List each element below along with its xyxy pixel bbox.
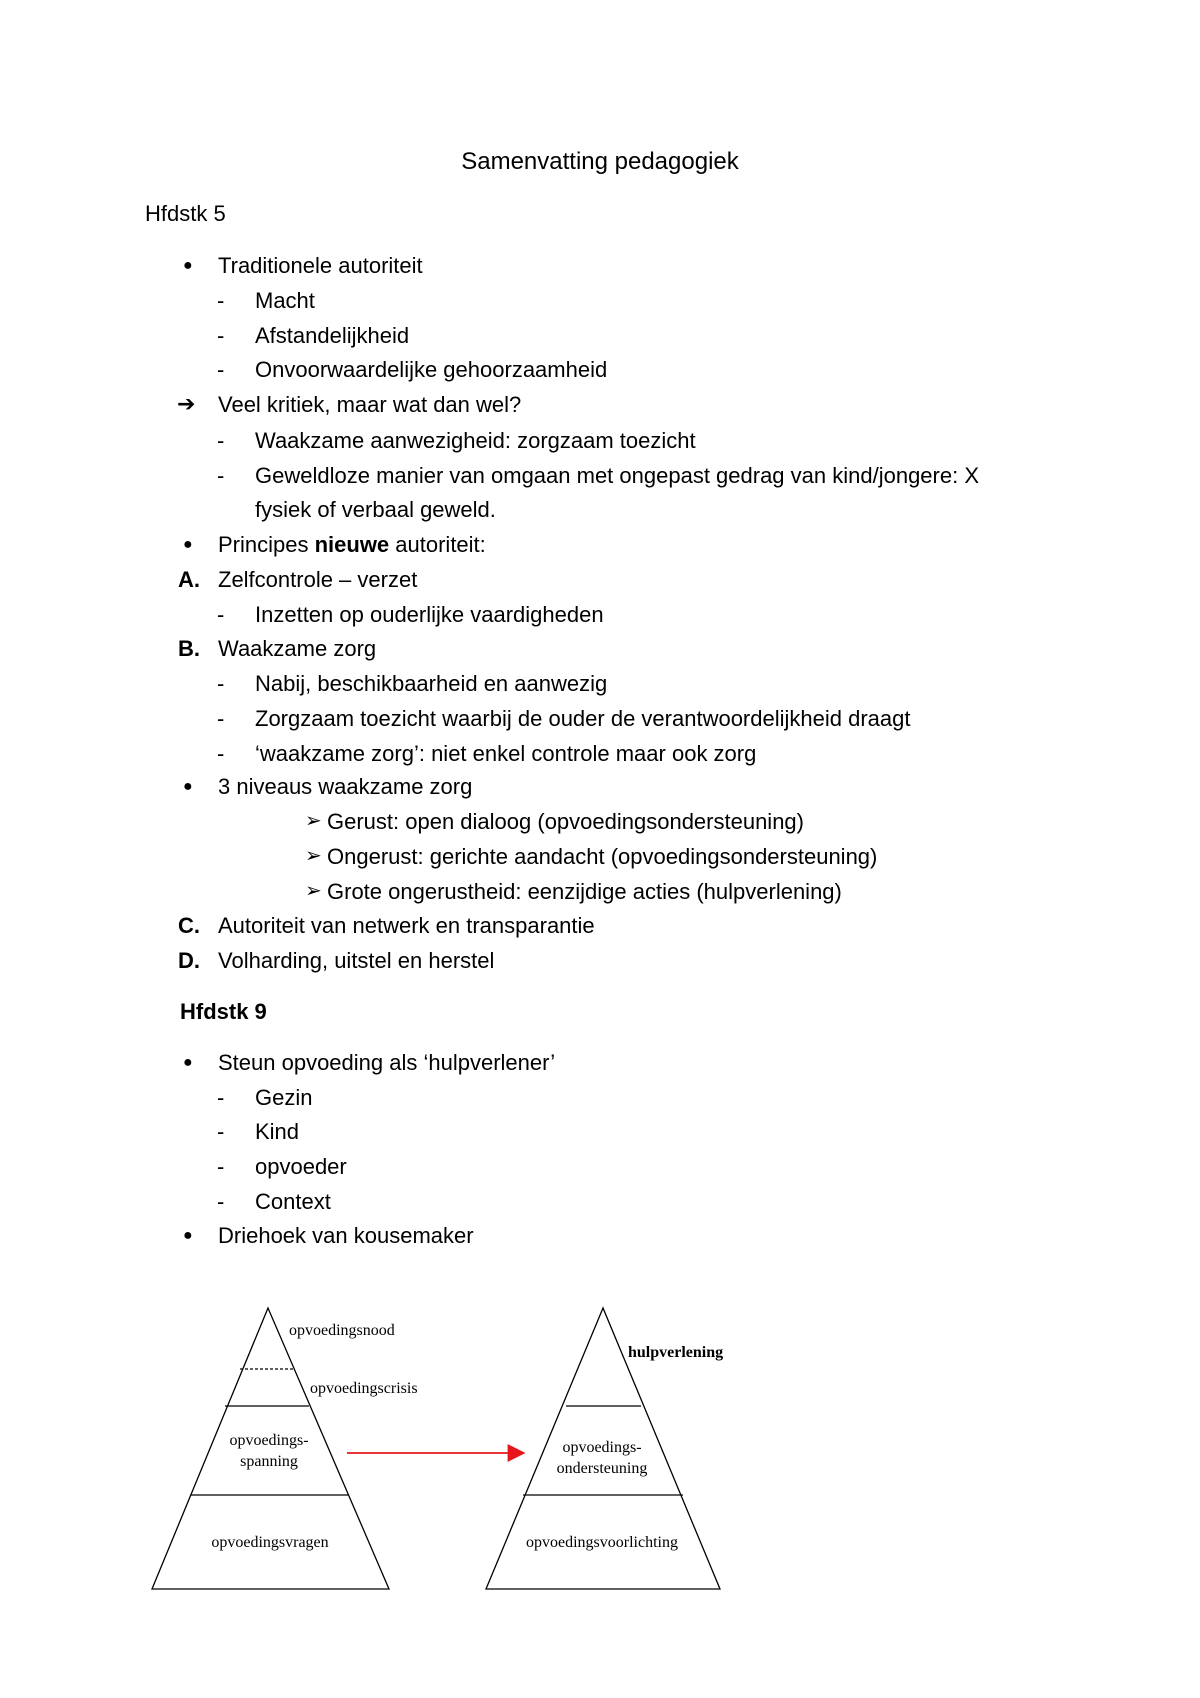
dash: - (217, 463, 225, 488)
level-item: Ongerust: gerichte aandacht (opvoedingsondersteuning) (327, 844, 878, 869)
triangle-bullet-icon: ➢ (305, 880, 322, 902)
list-item: opvoeder (255, 1154, 347, 1179)
level-item: Gerust: open dialoog (opvoedingsondersteuning) (327, 809, 804, 834)
kousemaker-triangle: Driehoek van kousemaker (218, 1223, 474, 1248)
list-item: Geweldloze manier van omgaan met ongepast gedrag van kind/jongere: X (255, 463, 980, 488)
list-item: Afstandelijkheid (255, 323, 410, 348)
principles-suffix: autoriteit: (389, 532, 486, 557)
letter-b: B. (178, 636, 200, 661)
dash: - (217, 1189, 225, 1214)
right-label-opvoedings: opvoedings- (562, 1439, 642, 1456)
principle-c: Autoriteit van netwerk en transparantie (218, 913, 595, 938)
support-parenting: Steun opvoeding als ‘hulpverlener’ (218, 1050, 556, 1075)
list-item: Zorgzaam toezicht waarbij de ouder de verantwoordelijkheid draagt (255, 706, 911, 731)
arrow-icon: ➔ (177, 391, 196, 416)
dash: - (217, 1119, 225, 1144)
left-label-opvoedingsnood: opvoedingsnood (289, 1322, 395, 1339)
left-label-spanning: spanning (240, 1453, 298, 1470)
bullet: ● (183, 778, 193, 795)
list-item: Kind (255, 1119, 300, 1144)
bullet: ● (183, 1227, 193, 1244)
dash: - (217, 1085, 225, 1110)
bullet: ● (183, 257, 193, 274)
list-item: Onvoorwaardelijke gehoorzaamheid (255, 357, 608, 382)
principles-prefix: Principes (218, 532, 315, 557)
principle-b: Waakzame zorg (218, 636, 377, 661)
right-label-opvoedingsvoorlichting: opvoedingsvoorlichting (526, 1534, 678, 1551)
bullet: ● (183, 1054, 193, 1071)
chapter-5-heading: Hfdstk 5 (145, 201, 226, 226)
dash: - (217, 602, 225, 627)
list-item: Macht (255, 288, 315, 313)
right-label-ondersteuning: ondersteuning (556, 1460, 648, 1477)
critique: Veel kritiek, maar wat dan wel? (218, 392, 522, 417)
page-title: Samenvatting pedagogiek (461, 148, 739, 175)
list-item: Gezin (255, 1085, 313, 1110)
dash: - (217, 357, 225, 382)
letter-a: A. (178, 567, 200, 592)
principles-bold: nieuwe (314, 532, 390, 557)
left-label-opvoedingsvragen: opvoedingsvragen (211, 1534, 329, 1551)
dash: - (217, 741, 225, 766)
list-item: Inzetten op ouderlijke vaardigheden (255, 602, 604, 627)
traditional-authority: Traditionele autoriteit (218, 253, 423, 278)
principle-d: Volharding, uitstel en herstel (218, 948, 495, 973)
left-pyramid (152, 1308, 418, 1589)
dash: - (217, 323, 225, 348)
left-label-opvoedingscrisis: opvoedingscrisis (310, 1380, 418, 1397)
chapter-9-heading: Hfdstk 9 (180, 999, 267, 1024)
dash: - (217, 706, 225, 731)
care-levels: 3 niveaus waakzame zorg (218, 774, 473, 799)
triangle-bullet-icon: ➢ (305, 810, 322, 832)
dash: - (217, 1154, 225, 1179)
left-label-opvoedings: opvoedings- (229, 1432, 309, 1449)
right-pyramid (486, 1308, 723, 1589)
triangle-bullet-icon: ➢ (305, 845, 322, 867)
dash: - (217, 428, 225, 453)
list-item: Waakzame aanwezigheid: zorgzaam toezicht (255, 428, 696, 453)
list-item-continuation: fysiek of verbaal geweld. (255, 497, 496, 522)
bullet: ● (183, 536, 193, 553)
letter-d: D. (178, 948, 200, 973)
list-item: ‘waakzame zorg’: niet enkel controle maar ook zorg (255, 741, 757, 766)
letter-c: C. (178, 913, 200, 938)
list-item: Nabij, beschikbaarheid en aanwezig (255, 671, 608, 696)
list-item: Context (255, 1189, 331, 1214)
dash: - (217, 288, 225, 313)
level-item: Grote ongerustheid: eenzijdige acties (hulpverlening) (327, 879, 842, 904)
right-label-hulpverlening: hulpverlening (628, 1344, 724, 1361)
dash: - (217, 671, 225, 696)
principle-a: Zelfcontrole – verzet (218, 567, 418, 592)
